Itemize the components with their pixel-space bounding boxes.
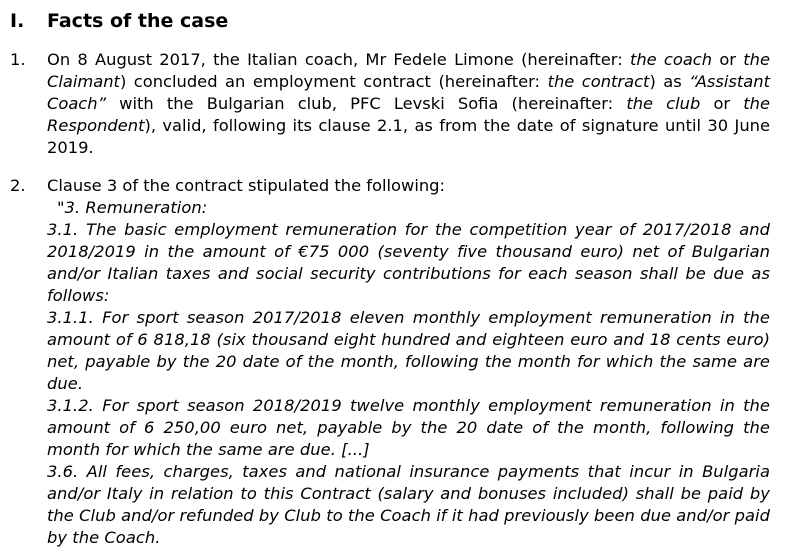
p1-text-3: or: [712, 50, 744, 69]
p1-text-7: ) as: [649, 72, 690, 91]
p1-text-11: or: [700, 94, 744, 113]
p1-term-respondent: the Respondent: [47, 94, 770, 135]
p1-text-9: with the Bulgarian club, PFC Levski Sofia (hereinafter:: [106, 94, 627, 113]
p1-term-assistant-coach: “Assistant Coach”: [47, 72, 770, 113]
p1-text-13: ), valid, following its clause 2.1, as from the date of signature until 30 June 2019.: [47, 116, 770, 157]
quote-clause-3-1-1: 3.1.1. For sport season 2017/2018 eleven monthly employment remuneration in the amount of 6 818,18 (six thousand eight hundred and eighteen euro and 18 cents euro) net, payable by the 20 date of the month, following the month for which the same are due.: [47, 308, 770, 393]
paragraph-2-number: 2.: [10, 176, 26, 195]
quote-clause-3-1: 3.1. The basic employment remuneration for the competition year of 2017/2018 and 2018/2019 in the amount of €75 000 (seventy five thousand euro) net of Bulgarian and/or Italian taxes and social security contributions for each season shall be due as follows:: [47, 220, 770, 305]
p1-text-1: On 8 August 2017, the Italian coach, Mr Fedele Limone (hereinafter:: [47, 50, 630, 69]
quote-line-heading: "3. Remuneration:: [57, 198, 208, 217]
quote-clause-3-1-2: 3.1.2. For sport season 2018/2019 twelve monthly employment remuneration in the amount of 6 250,00 euro net, payable by the 20 date of the month, following the month for which the same are due. [...]: [47, 396, 770, 459]
quote-clause-3-6: 3.6. All fees, charges, taxes and national insurance payments that incur in Bulgaria and/or Italy in relation to this Contract (salary and bonuses included) shall be paid by the Club and/or refunded by Club to the Coach if it had previously been due and/or paid by the Coach.: [47, 462, 770, 547]
paragraph-2-intro: Clause 3 of the contract stipulated the following:: [47, 176, 445, 195]
section-title: Facts of the case: [47, 10, 229, 32]
paragraph-2: [10, 175, 770, 549]
section-heading: [10, 6, 770, 36]
paragraph-1: [10, 49, 770, 159]
paragraph-1-number: 1.: [10, 50, 26, 69]
paragraph-1-text: [47, 49, 770, 159]
p1-term-claimant: the Claimant: [47, 50, 770, 91]
paragraph-gap: [10, 159, 770, 175]
p1-term-contract: the contract: [547, 72, 650, 91]
quoted-clause: [47, 197, 770, 549]
p1-term-coach: the coach: [629, 50, 713, 69]
paragraph-2-body: [47, 175, 770, 549]
p1-text-5: ) concluded an employment contract (hereinafter:: [119, 72, 548, 91]
p1-term-club: the club: [626, 94, 701, 113]
section-number: I.: [10, 10, 25, 32]
